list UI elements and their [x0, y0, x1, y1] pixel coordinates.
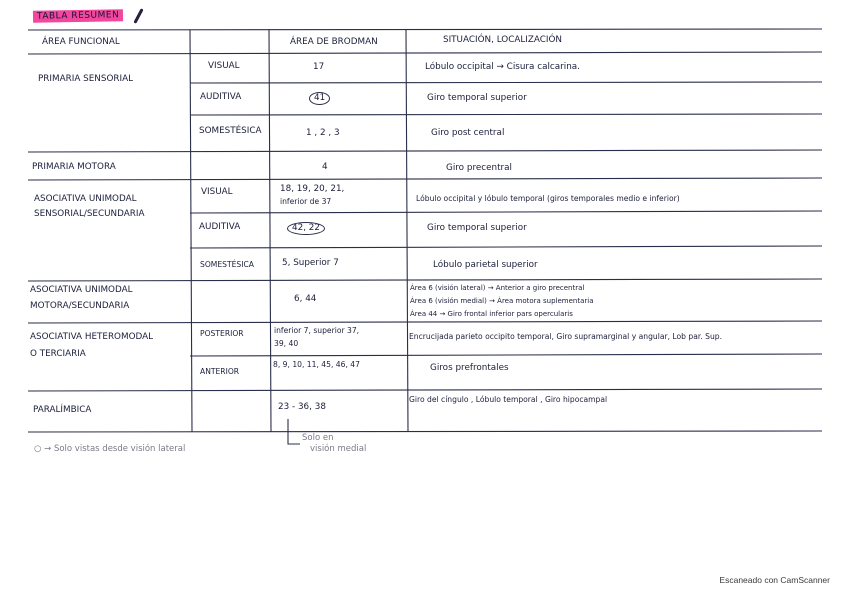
- loc-posterior: Encrucijada parieto occipito temporal, Giro supramarginal y angular, Lob par. Sup.: [409, 332, 722, 341]
- row-asoc-sensorial-label-1: ASOCIATIVA UNIMODAL: [34, 194, 137, 204]
- header-area-brodmann: ÁREA DE BRODMAN: [290, 37, 378, 47]
- sub-asoc-auditiva: AUDITIVA: [199, 222, 241, 232]
- footnote: ○ → Solo vistas desde visión lateral: [34, 444, 186, 454]
- brodmann-asoc-auditiva: [287, 222, 325, 235]
- sub-auditiva: AUDITIVA: [200, 92, 242, 102]
- brodmann-visual: 17: [313, 62, 325, 72]
- brodmann-paralimbica: 23 - 36, 38: [278, 402, 326, 412]
- brodmann-posterior-2: 39, 40: [274, 339, 299, 348]
- row-asoc-sensorial-label-2: SENSORIAL/SECUNDARIA: [34, 209, 145, 219]
- header-area-funcional: ÁREA FUNCIONAL: [42, 37, 120, 47]
- row-asoc-motora-label-2: MOTORA/SECUNDARIA: [30, 301, 130, 311]
- row-heteromodal-label-1: ASOCIATIVA HETEROMODAL: [30, 332, 154, 342]
- loc-asoc-motora-1: Área 6 (visión lateral) → Anterior a giro precentral: [410, 284, 585, 292]
- brodmann-auditiva: [309, 92, 330, 105]
- sub-asoc-somestesica: SOMESTÉSICA: [200, 260, 254, 269]
- loc-asoc-visual: Lóbulo occipital y lóbulo temporal (giros temporales medio e inferior): [416, 194, 680, 203]
- loc-paralimbica: Giro del cíngulo , Lóbulo temporal , Giro hipocampal: [409, 395, 608, 404]
- loc-asoc-motora-3: Área 44 → Giro frontal inferior pars opercularis: [410, 310, 573, 318]
- row-primaria-motora-label: PRIMARIA MOTORA: [32, 162, 116, 172]
- brodmann-asoc-visual-1: 18, 19, 20, 21,: [280, 184, 345, 194]
- loc-asoc-auditiva: Giro temporal superior: [427, 223, 527, 233]
- brodmann-asoc-motora: 6, 44: [294, 294, 317, 304]
- loc-motora: Giro precentral: [446, 163, 513, 173]
- table-title: TABLA RESUMEN: [33, 9, 123, 23]
- loc-visual: Lóbulo occipital → Cisura calcarina.: [425, 62, 580, 72]
- row-heteromodal-label-2: O TERCIARIA: [30, 349, 86, 359]
- sub-somestesica: SOMESTÉSICA: [199, 126, 262, 136]
- bracket-note-1: Solo en: [302, 433, 334, 443]
- row-primaria-sensorial-label: PRIMARIA SENSORIAL: [38, 74, 133, 84]
- brodmann-posterior-1: inferior 7, superior 37,: [274, 326, 360, 335]
- bracket-note-2: visión medial: [310, 444, 367, 454]
- sub-posterior: POSTERIOR: [200, 329, 244, 338]
- loc-asoc-motora-2: Área 6 (visión medial) → Área motora suplementaria: [410, 297, 594, 305]
- row-asoc-motora-label-1: ASOCIATIVA UNIMODAL: [30, 285, 133, 295]
- header-situacion: SITUACIÓN, LOCALIZACIÓN: [443, 35, 562, 45]
- loc-auditiva: Giro temporal superior: [427, 93, 527, 103]
- sub-asoc-visual: VISUAL: [201, 187, 233, 197]
- brodmann-anterior: 8, 9, 10, 11, 45, 46, 47: [273, 360, 360, 369]
- brodmann-motora: 4: [322, 162, 328, 172]
- brodmann-asoc-somestesica: 5, Superior 7: [282, 258, 339, 268]
- circled-area-marker: 42, 22: [287, 222, 325, 235]
- scanner-watermark: Escaneado con CamScanner: [719, 575, 830, 585]
- sub-visual: VISUAL: [208, 61, 240, 71]
- sub-anterior: ANTERIOR: [200, 367, 240, 376]
- brodmann-somestesica: 1 , 2 , 3: [306, 128, 340, 138]
- circled-area-marker: 41: [309, 92, 330, 105]
- loc-asoc-somestesica: Lóbulo parietal superior: [433, 260, 538, 270]
- row-paralimbica-label: PARALÍMBICA: [33, 405, 92, 415]
- loc-somestesica: Giro post central: [431, 128, 505, 138]
- brodmann-asoc-visual-2: inferior de 37: [280, 197, 332, 206]
- loc-anterior: Giros prefrontales: [430, 363, 509, 373]
